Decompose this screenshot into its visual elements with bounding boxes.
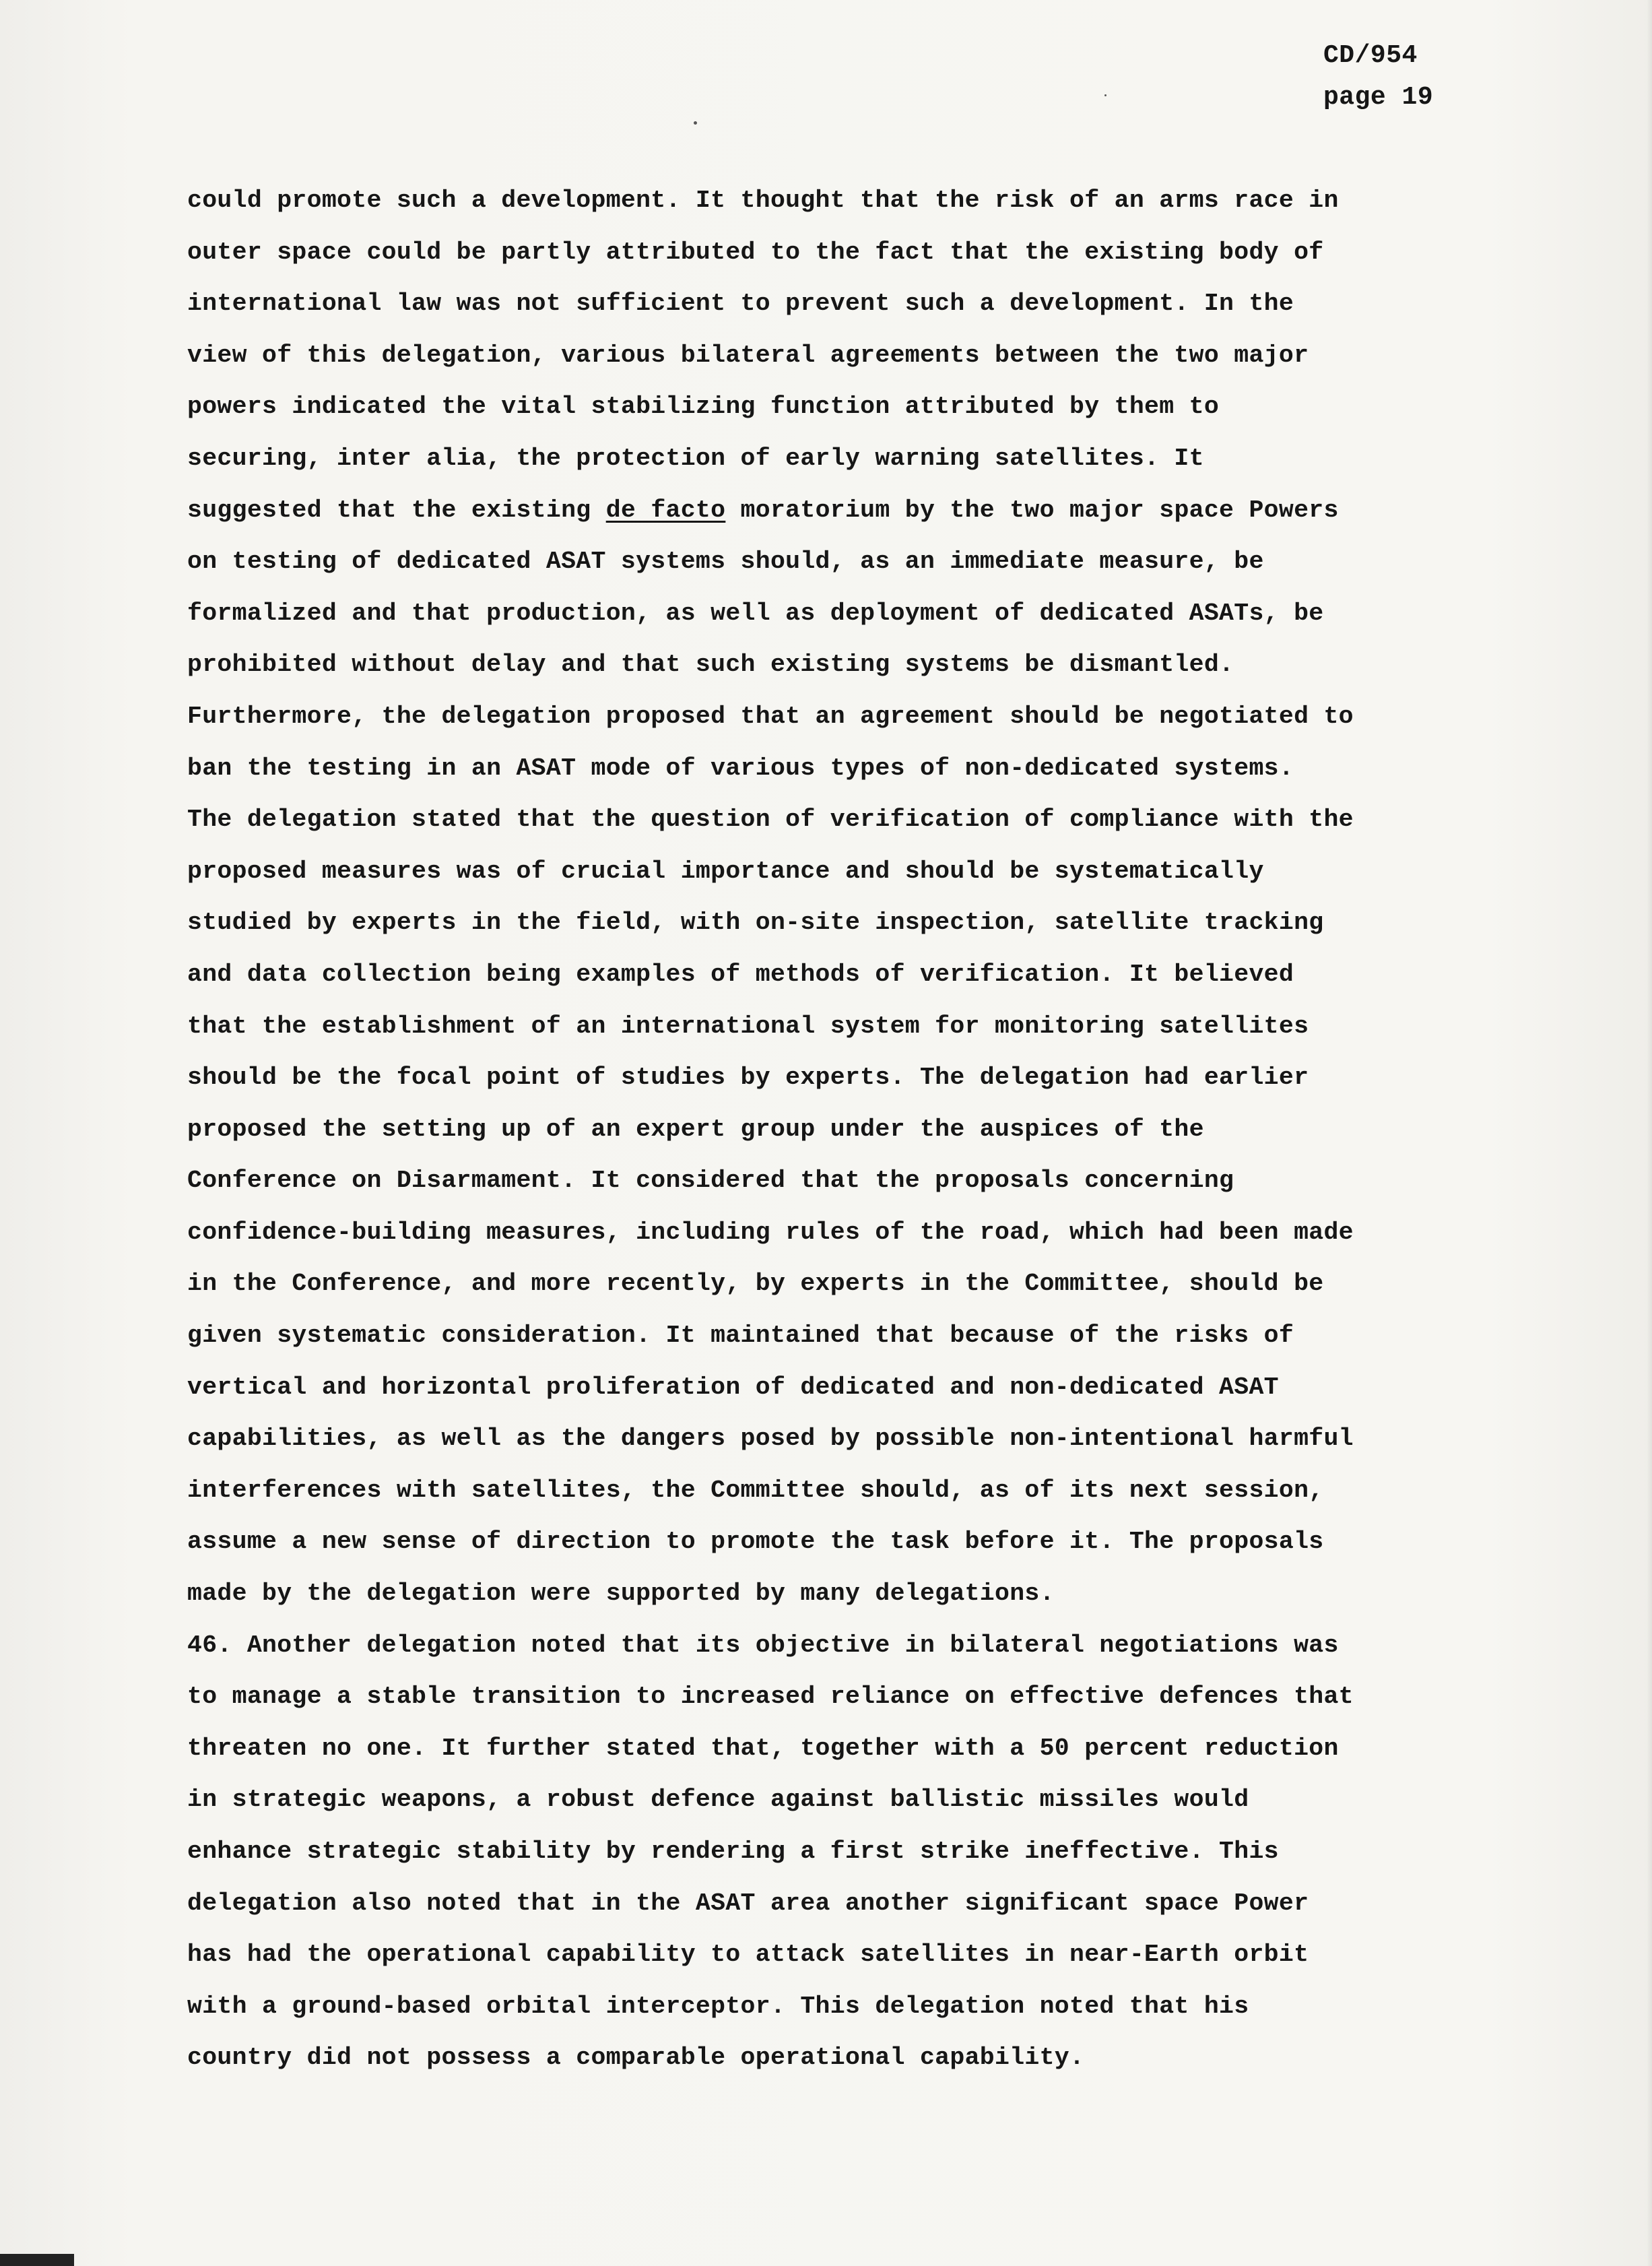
- text-line: prohibited without delay and that such existing systems be dismantled.: [187, 651, 1234, 679]
- text-line: proposed the setting up of an expert group under the auspices of the: [187, 1115, 1204, 1143]
- text-line: in strategic weapons, a robust defence against ballistic missiles would: [187, 1786, 1249, 1814]
- text-line: view of this delegation, various bilateral agreements between the two major: [187, 341, 1309, 369]
- text-line: to manage a stable transition to increased reliance on effective defences that: [187, 1683, 1354, 1711]
- text-line: Conference on Disarmament. It considered that the proposals concerning: [187, 1167, 1234, 1195]
- underlined-term: de facto: [605, 496, 726, 524]
- text-segment: suggested that the existing: [187, 496, 606, 524]
- text-line: given systematic consideration. It maintained that because of the risks of: [187, 1322, 1294, 1350]
- scan-speck: [1104, 94, 1106, 96]
- scan-edge-mark: [0, 2254, 74, 2266]
- page-edge-shadow: [1647, 0, 1652, 2266]
- text-line: delegation also noted that in the ASAT area another significant space Power: [187, 1889, 1309, 1917]
- text-line: on testing of dedicated ASAT systems should, as an immediate measure, be: [187, 548, 1264, 576]
- text-line: country did not possess a comparable operational capability.: [187, 2044, 1085, 2072]
- paragraph-46-start: 46. Another delegation noted that its objective in bilateral negotiations was: [187, 1631, 1339, 1659]
- text-line: ban the testing in an ASAT mode of various types of non-dedicated systems.: [187, 754, 1294, 782]
- text-line: proposed measures was of crucial importance and should be systematically: [187, 857, 1264, 885]
- scan-speck: [694, 121, 697, 125]
- text-line: powers indicated the vital stabilizing function attributed by them to: [187, 393, 1220, 421]
- text-line: in the Conference, and more recently, by experts in the Committee, should be: [187, 1270, 1324, 1298]
- text-line: capabilities, as well as the dangers posed by possible non-intentional harmful: [187, 1425, 1354, 1453]
- body-text: [187, 175, 1554, 2084]
- text-line: could promote such a development. It thought that the risk of an arms race in: [187, 187, 1339, 214]
- text-line: that the establishment of an international system for monitoring satellites: [187, 1012, 1309, 1040]
- text-segment: moratorium by the two major space Powers: [725, 496, 1339, 524]
- text-line: interferences with satellites, the Committee should, as of its next session,: [187, 1476, 1324, 1504]
- text-line: outer space could be partly attributed to the fact that the existing body of: [187, 238, 1324, 266]
- text-line: assume a new sense of direction to promote the task before it. The proposals: [187, 1528, 1324, 1556]
- document-symbol: CD/954: [1323, 41, 1418, 70]
- text-line: enhance strategic stability by rendering a first strike ineffective. This: [187, 1838, 1279, 1865]
- text-line: Furthermore, the delegation proposed that an agreement should be negotiated to: [187, 702, 1354, 730]
- text-line: threaten no one. It further stated that, together with a 50 percent reduction: [187, 1734, 1339, 1762]
- text-line: international law was not sufficient to prevent such a development. In the: [187, 290, 1294, 318]
- text-line: should be the focal point of studies by experts. The delegation had earlier: [187, 1064, 1309, 1092]
- text-line: with a ground-based orbital interceptor. This delegation noted that his: [187, 1992, 1249, 2020]
- text-line: formalized and that production, as well as deployment of dedicated ASATs, be: [187, 599, 1324, 627]
- text-line: and data collection being examples of methods of verification. It believed: [187, 960, 1294, 988]
- page-number: page 19: [1323, 83, 1434, 112]
- text-line: The delegation stated that the question of verification of compliance with the: [187, 806, 1354, 834]
- text-line: studied by experts in the field, with on-site inspection, satellite tracking: [187, 909, 1324, 937]
- text-line: made by the delegation were supported by many delegations.: [187, 1580, 1055, 1608]
- page-header: [1323, 35, 1433, 119]
- text-line: securing, inter alia, the protection of early warning satellites. It: [187, 444, 1204, 472]
- text-line-de-facto: [187, 485, 1554, 537]
- text-line: confidence-building measures, including rules of the road, which had been made: [187, 1218, 1354, 1246]
- text-line: has had the operational capability to attack satellites in near-Earth orbit: [187, 1941, 1309, 1969]
- text-line: vertical and horizontal proliferation of dedicated and non-dedicated ASAT: [187, 1373, 1279, 1401]
